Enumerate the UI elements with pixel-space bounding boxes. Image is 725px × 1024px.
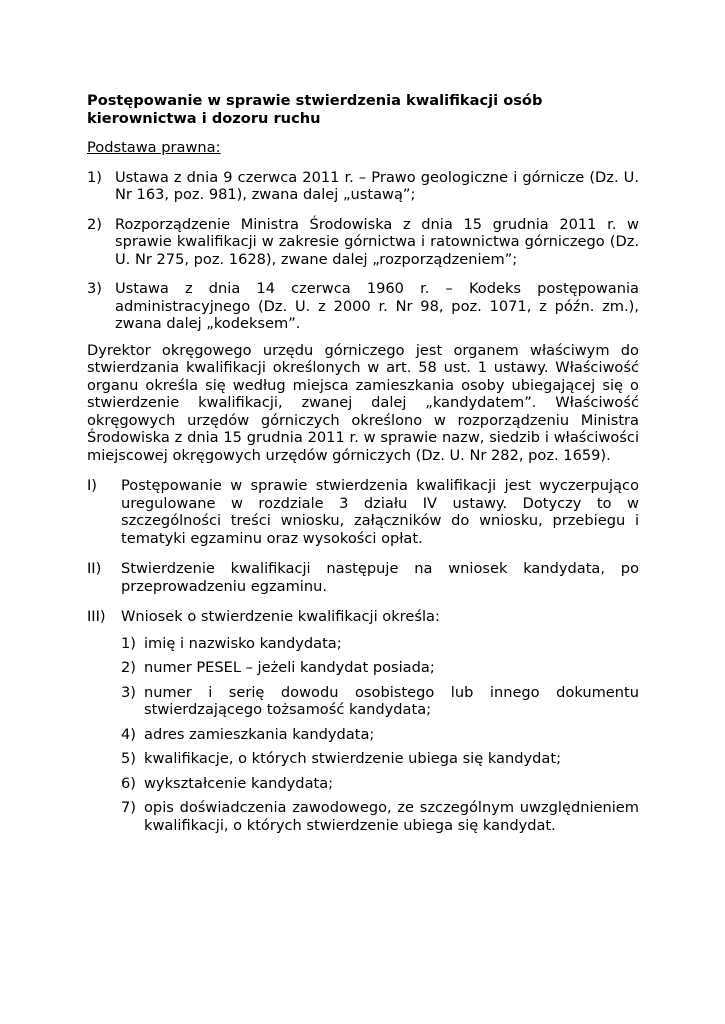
- list-item: [87, 799, 639, 834]
- item-text: Ustawa z dnia 9 czerwca 2011 r. – Prawo geologiczne i górnicze (Dz. U. Nr 163, poz. 981), zwana dalej „ustawą”;: [115, 168, 639, 203]
- item-number: 2): [87, 215, 102, 233]
- section-text: Stwierdzenie kwalifikacji następuje na wniosek kandydata, po przeprowadzeniu egzaminu.: [121, 560, 639, 595]
- list-item: [87, 659, 639, 677]
- legal-basis-item: [87, 216, 639, 269]
- procedure-section: [87, 477, 639, 547]
- item-number: 1): [87, 168, 102, 186]
- item-text: adres zamieszkania kandydata;: [144, 725, 375, 743]
- item-number: 4): [121, 725, 136, 743]
- document-page: [87, 92, 639, 834]
- list-item: [87, 726, 639, 744]
- application-contents-list: [87, 635, 639, 835]
- item-text: numer PESEL – jeżeli kandydat posiada;: [144, 659, 435, 676]
- section-text: Postępowanie w sprawie stwierdzenia kwalifikacji jest wyczerpująco uregulowane w rozdziale 3 działu IV ustawy. Dotyczy to w szczególności treści wniosku, załączników do wniosku, przebiegu i tematyki egzaminu oraz wysokości opłat.: [121, 477, 639, 547]
- section-number: II): [87, 560, 102, 577]
- item-number: 3): [87, 280, 102, 297]
- item-number: 6): [121, 774, 136, 792]
- item-number: 2): [121, 659, 136, 676]
- legal-basis-item: [87, 280, 639, 333]
- section-number: I): [87, 477, 97, 494]
- section-text: Wniosek o stwierdzenie kwalifikacji określa:: [121, 608, 440, 625]
- item-number: 7): [121, 799, 136, 816]
- item-text: kwalifikacje, o których stwierdzenie ubiega się kandydat;: [144, 750, 561, 767]
- item-number: 5): [121, 750, 136, 767]
- list-item: [87, 684, 639, 719]
- procedure-section: [87, 560, 639, 595]
- item-text: numer i serię dowodu osobistego lub innego dokumentu stwierdzającego tożsamość kandydata;: [144, 683, 639, 718]
- list-item: [87, 750, 639, 768]
- legal-basis-list: [87, 169, 639, 333]
- procedure-sections: [87, 477, 639, 626]
- document-title: Postępowanie w sprawie stwierdzenia kwalifikacji osób kierownictwa i dozoru ruchu: [87, 92, 543, 127]
- procedure-section: [87, 608, 639, 626]
- item-number: 3): [121, 683, 136, 701]
- item-text: Ustawa z dnia 14 czerwca 1960 r. – Kodeks postępowania administracyjnego (Dz. U. z 2000 r. Nr 98, poz. 1071, z późn. zm.), zwana dalej „kodeksem”.: [115, 280, 639, 332]
- section-number: III): [87, 608, 106, 625]
- item-number: 1): [121, 634, 136, 652]
- list-item: [87, 635, 639, 653]
- item-text: Rozporządzenie Ministra Środowiska z dnia 15 grudnia 2011 r. w sprawie kwalifikacji w zakresie górnictwa i ratownictwa górniczego (Dz. U. Nr 275, poz. 1628), zwane dalej „rozporządzeniem”;: [115, 215, 639, 268]
- item-text: wykształcenie kandydata;: [144, 774, 334, 792]
- legal-basis-item: [87, 169, 639, 204]
- item-text: opis doświadczenia zawodowego, ze szczególnym uwzględnieniem kwalifikacji, o których stwierdzenie ubiega się kandydat.: [144, 799, 639, 834]
- legal-basis-label: Podstawa prawna:: [87, 139, 221, 156]
- list-item: [87, 775, 639, 793]
- item-text: imię i nazwisko kandydata;: [144, 634, 342, 652]
- intro-paragraph: Dyrektor okręgowego urzędu górniczego jest organem właściwym do stwierdzania kwalifikacji określonych w art. 58 ust. 1 ustawy. Właściwość organu określa się według miejsca zamieszkania osoby ubiegającej się o stwierdzenie kwalifikacji, zwanej dalej „kandydatem”. Właściwość okręgowych urzędów górniczych określono w rozporządzeniu Ministra Środowiska z dnia 15 grudnia 2011 r. w sprawie nazw, siedzib i właściwości miejscowej okręgowych urzędów górniczych (Dz. U. Nr 282, poz. 1659).: [87, 341, 639, 464]
